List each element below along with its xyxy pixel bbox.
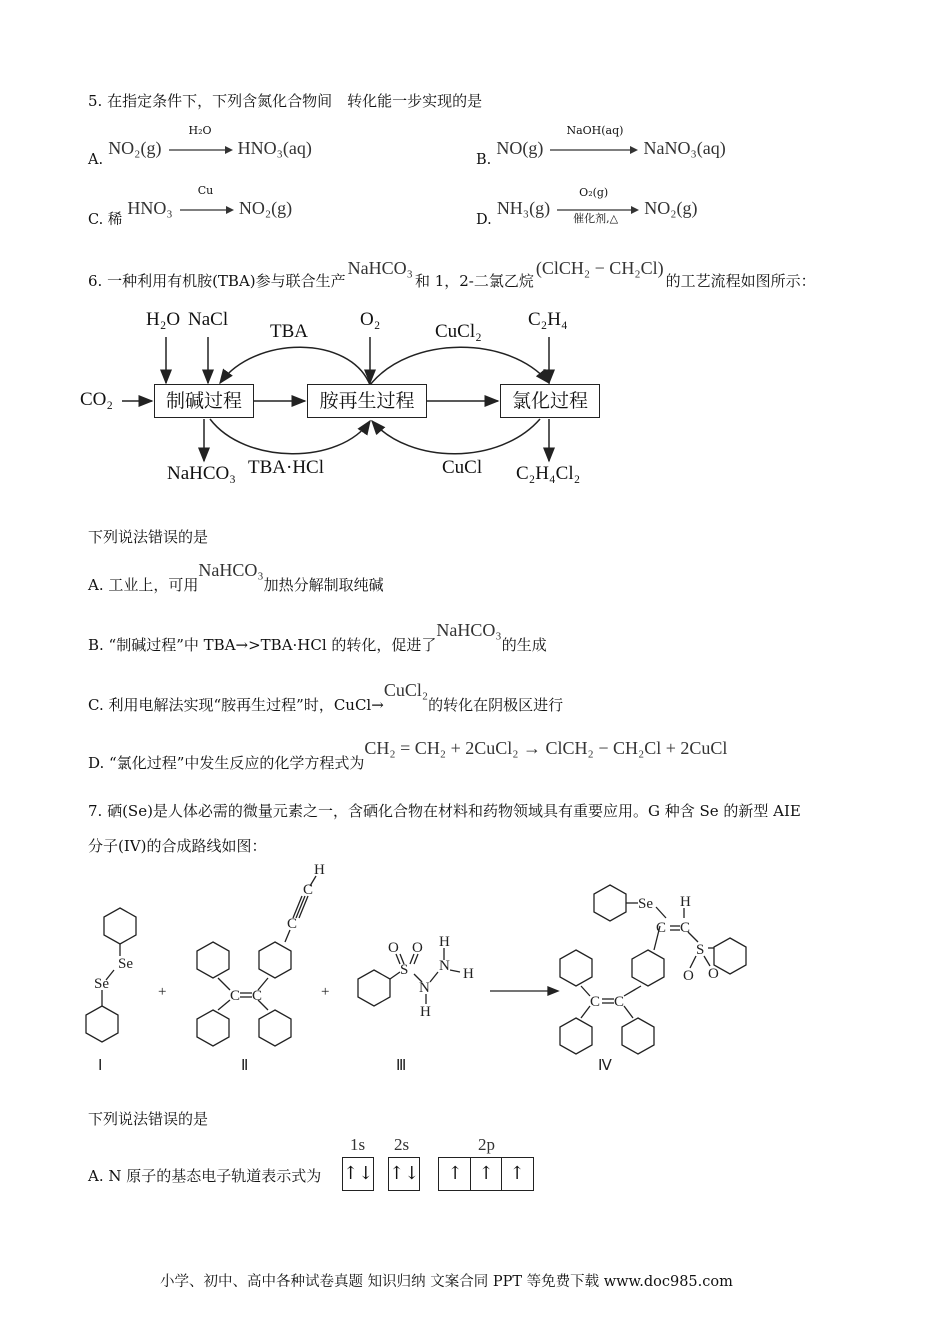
q6-stem [88, 258, 816, 290]
reactant: NH₃(g) [496, 198, 551, 218]
atom-c: C [303, 882, 314, 898]
option-label: A. [88, 152, 104, 168]
stem-text: 的工艺流程如图所示： [665, 272, 816, 290]
label-cucl2: CuCl₂ [435, 321, 482, 342]
orbital-label-2s: 2s [394, 1135, 410, 1154]
atom-c: C [590, 994, 601, 1010]
synthesis-scheme [78, 860, 778, 1085]
benzene-ring [197, 942, 229, 978]
label-nahco3-out: NaHCO₃ [167, 463, 236, 484]
plus-sign: + [321, 984, 330, 1000]
page-footer: 小学、初中、高中各种试卷真题 知识归纳 文案合同 PPT 等免费下载 www.doc985.com [160, 1274, 733, 1290]
reactant: HNO₃ [127, 198, 173, 218]
q5-option-b[interactable] [476, 124, 726, 168]
atom-o: O [388, 940, 399, 956]
atom-h: H [463, 966, 474, 982]
q6-option-b[interactable] [88, 620, 547, 654]
benzene-ring [358, 970, 390, 1006]
orbital-label-2p: 2p [478, 1135, 495, 1154]
label-co2: CO₂ [80, 389, 114, 410]
option-text: 的转化在阴极区进行 [428, 696, 564, 714]
product: HNO₃(aq) [237, 138, 312, 158]
atom-n: N [439, 958, 450, 974]
q5-option-c[interactable] [88, 184, 293, 228]
reaction-arrow [555, 186, 639, 225]
option-text: D. “氯化过程”中发生反应的化学方程式为 [88, 754, 365, 772]
benzene-ring [622, 1018, 654, 1054]
benzene-ring [259, 942, 291, 978]
benzene-ring [259, 1010, 291, 1046]
atom-se: Se [94, 976, 109, 992]
q7-option-a[interactable] [88, 1135, 548, 1195]
q6-prompt: 下列说法错误的是 [88, 528, 209, 546]
q5-option-a[interactable] [88, 124, 312, 168]
label-nacl: NaCl [188, 309, 229, 330]
box-amine-regeneration: 胺再生过程 [307, 384, 427, 418]
option-text: 加热分解制取纯碱 [263, 576, 384, 594]
arrow-condition: H₂O [188, 124, 212, 137]
atom-c: C [614, 994, 625, 1010]
compound-label-iv: Ⅳ [598, 1058, 612, 1074]
reactant: NO₂(g) [108, 138, 162, 158]
orbital-box-2p [438, 1157, 534, 1191]
label-o2: O₂ [360, 309, 381, 330]
benzene-ring [104, 908, 136, 944]
product: NaNO₃(aq) [643, 138, 726, 158]
label-c2h4cl2-out: C₂H₄Cl₂ [516, 463, 581, 484]
atom-c: C [252, 988, 263, 1004]
compound-label-ii: Ⅱ [241, 1058, 249, 1074]
label-tba: TBA [270, 321, 308, 342]
option-label: D. [476, 212, 492, 228]
reaction-arrow [178, 184, 234, 219]
q6-option-a[interactable] [88, 560, 384, 594]
q7-stem-line2: 分子(IV)的合成路线如图： [88, 837, 267, 855]
option-formula: NaHCO₃ [198, 560, 264, 580]
atom-h: H [439, 934, 450, 950]
benzene-ring [560, 1018, 592, 1054]
electron-up: ↑ [471, 1158, 502, 1190]
atom-n: N [419, 980, 430, 996]
orbital-box-2s [388, 1157, 420, 1191]
benzene-ring [197, 1010, 229, 1046]
orbital-box-1s [342, 1157, 374, 1191]
option-text: A. 工业上，可用 [88, 576, 199, 594]
reactant: NO(g) [496, 138, 544, 158]
atom-o: O [683, 968, 694, 984]
arrow-condition: NaOH(aq) [566, 124, 624, 137]
q7-stem-line1: 7. 硒(Se)是人体必需的微量元素之一，含硒化合物在材料和药物领域具有重要应用。G 种含 Se 的新型 AIE [88, 802, 801, 820]
box-chlorination: 氯化过程 [500, 384, 600, 418]
stem-text: 和 1，2-二氯乙烷 [414, 272, 534, 290]
atom-o: O [708, 966, 719, 982]
reaction-arrow [167, 124, 233, 159]
benzene-ring [632, 950, 664, 986]
option-text: B. “制碱过程”中 TBA→>TBA·HCl 的转化，促进了 [88, 636, 437, 654]
option-formula: CH₂ = CH₂ + 2CuCl₂ → ClCH₂ − CH₂Cl + 2CuCl [364, 738, 728, 758]
option-text: 的生成 [501, 636, 547, 654]
atom-o: O [412, 940, 423, 956]
arrow-condition: Cu [197, 184, 214, 197]
reaction-arrow [548, 124, 638, 159]
atom-se: Se [638, 896, 653, 912]
atom-h: H [314, 862, 325, 878]
box-alkali-process: 制碱过程 [154, 384, 254, 418]
option-label: C. 稀 [88, 212, 123, 228]
orbital-label-1s: 1s [350, 1135, 366, 1154]
atom-se: Se [118, 956, 133, 972]
plus-sign: + [158, 984, 167, 1000]
compound-label-i: Ⅰ [98, 1058, 103, 1074]
atom-c: C [230, 988, 241, 1004]
electron-up: ↑ [440, 1158, 471, 1190]
q5-option-d[interactable] [476, 186, 698, 228]
product: NO₂(g) [644, 198, 698, 218]
atom-s: S [696, 942, 705, 958]
process-flow-diagram [80, 305, 620, 505]
electron-pair: ↑↓ [389, 1163, 420, 1184]
benzene-ring [594, 885, 626, 921]
electron-pair: ↑↓ [343, 1163, 374, 1184]
label-c2h4: C₂H₄ [528, 309, 568, 330]
stem-formula: (ClCH₂ − CH₂Cl) [535, 258, 664, 278]
atom-c: C [287, 916, 298, 932]
option-text: A. N 原子的基态电子轨道表示式为 [88, 1167, 322, 1185]
compound-label-iii: Ⅲ [396, 1058, 407, 1074]
option-label: B. [476, 152, 492, 168]
arrow-condition: O₂(g) [579, 186, 609, 199]
q6-option-d[interactable] [88, 738, 728, 772]
label-tba-hcl: TBA·HCl [248, 457, 324, 478]
q7-prompt: 下列说法错误的是 [88, 1110, 209, 1128]
benzene-ring [560, 950, 592, 986]
stem-text: 6. 一种利用有机胺(TBA)参与联合生产 [88, 272, 346, 290]
q6-option-c[interactable] [88, 680, 564, 714]
option-formula: NaHCO₃ [436, 620, 502, 640]
q5-stem: 5. 在指定条件下，下列含氮化合物间 转化能一步实现的是 [88, 92, 483, 110]
option-text: C. 利用电解法实现“胺再生过程”时，CuCl→ [88, 696, 384, 714]
label-h2o: H₂O [146, 309, 181, 330]
atom-h: H [420, 1004, 431, 1020]
atom-c: C [680, 920, 691, 936]
structures [78, 860, 778, 1085]
atom-s: S [400, 962, 409, 978]
electron-up: ↑ [509, 1163, 525, 1184]
arrow-condition-below: 催化剂,△ [573, 212, 619, 225]
option-formula: CuCl₂ [383, 680, 429, 700]
product: NO₂(g) [238, 198, 293, 218]
label-cucl: CuCl [442, 457, 483, 478]
atom-h: H [680, 894, 691, 910]
stem-formula: NaHCO₃ [347, 258, 413, 278]
benzene-ring [86, 1006, 118, 1042]
atom-c: C [656, 920, 667, 936]
